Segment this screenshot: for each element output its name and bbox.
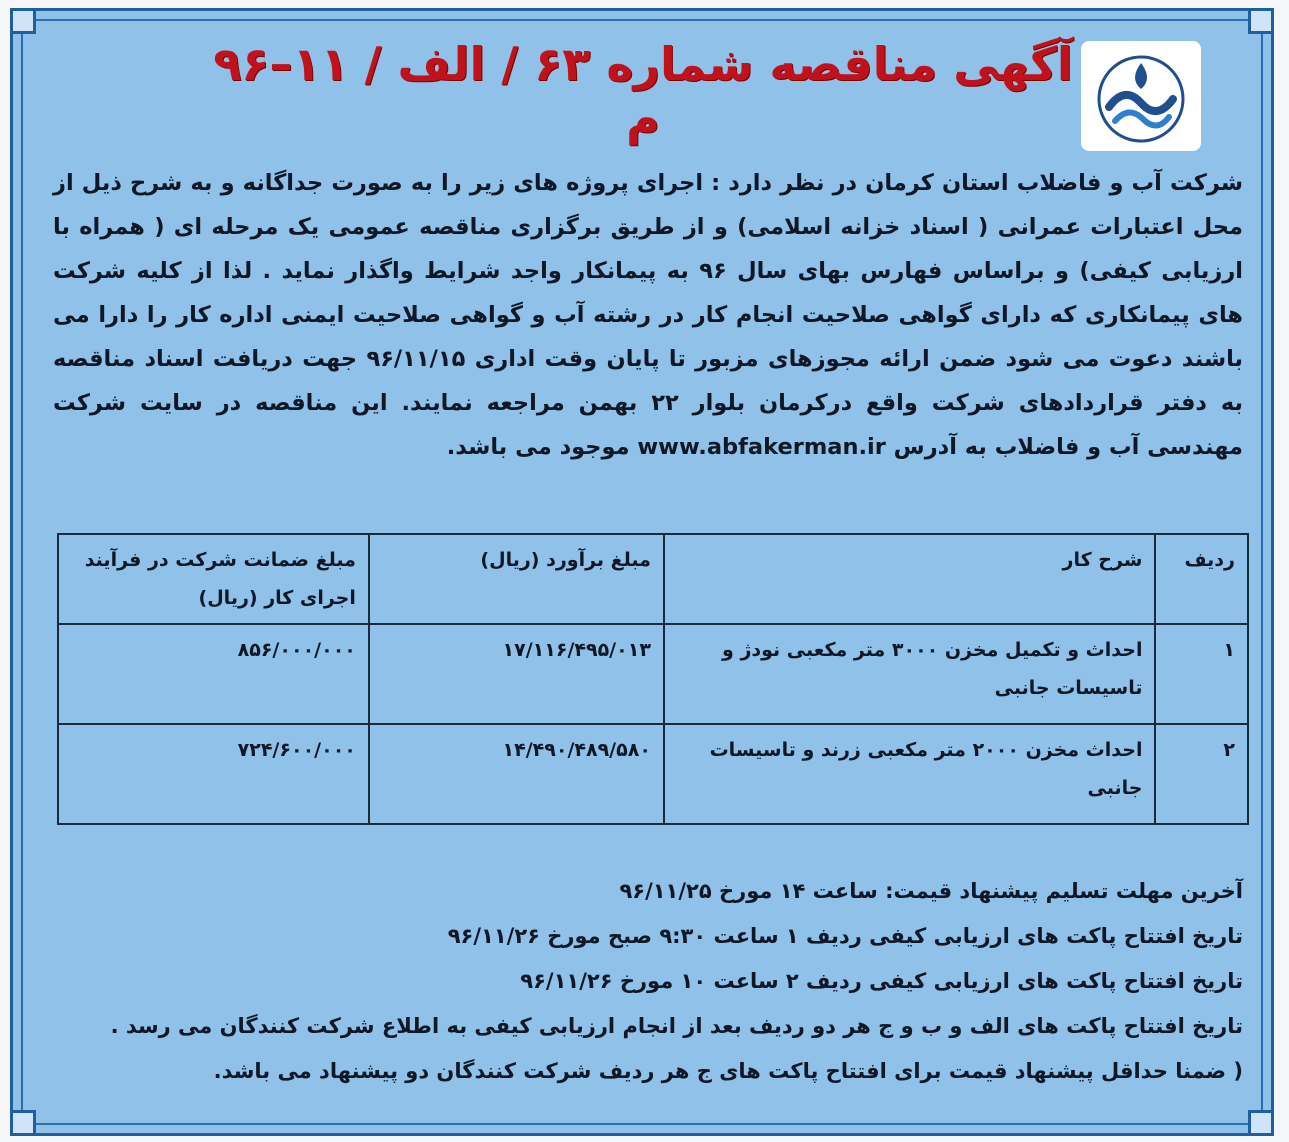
cell-guarantee: ۸۵۶/۰۰۰/۰۰۰ [58, 624, 369, 724]
header-description: شرح کار [664, 534, 1156, 624]
cell-guarantee: ۷۲۴/۶۰۰/۰۰۰ [58, 724, 369, 824]
website-url: www.abfakerman.ir [637, 434, 886, 460]
deadlines-section [53, 869, 1243, 1094]
intro-line: پیمانکاری که دارای گواهی صلاحیت انجام کار در رشته آب و گواهی صلاحیت ایمنی اداره کار را دارا می باشند [53, 302, 1243, 372]
intro-line: از محل اعتبارات عمرانی ( اسناد خزانه اسلامی) و از طریق برگزاری مناقصه عمومی یک مرحله ای ( همراه با [53, 170, 1243, 240]
deadline-line: تاریخ افتتاح پاکت های الف و ب و ج هر دو ردیف بعد از انجام ارزیابی کیفی به اطلاع شرکت کنندگان می رسد . [110, 1014, 1243, 1038]
corner-ornament [1248, 1110, 1274, 1136]
corner-ornament [10, 1110, 36, 1136]
deadline-line: تاریخ افتتاح پاکت های ارزیابی کیفی ردیف ۲ ساعت ۱۰ مورخ ۹۶/۱۱/۲۶ [520, 969, 1243, 993]
cell-row-number: ۲ [1155, 724, 1248, 824]
deadline-line: تاریخ افتتاح پاکت های ارزیابی کیفی ردیف ۱ ساعت ۹:۳۰ صبح مورخ ۹۶/۱۱/۲۶ [447, 924, 1243, 948]
cell-description: احداث مخزن ۲۰۰۰ متر مکعبی زرند و تاسیسات جانبی [664, 724, 1156, 824]
corner-ornament [10, 8, 36, 34]
intro-line: قراردادهای شرکت واقع درکرمان بلوار ۲۲ بهمن مراجعه نمایند. این مناقصه در سایت شرکت مهندسی آب و [53, 390, 1243, 460]
header-row-number: ردیف [1155, 534, 1248, 624]
header-estimate: مبلغ برآورد (ریال) [369, 534, 664, 624]
deadline-line: ( ضمنا حداقل پیشنهاد قیمت برای افتتاح پاکت های ج هر ردیف شرکت کنندگان دو پیشنهاد می باشد. [213, 1059, 1243, 1083]
tender-notice [10, 8, 1274, 1136]
page-title: آگهی مناقصه شماره ۶۳ / الف / ۱۱–۹۶ م [213, 37, 1073, 145]
cell-description: احداث و تکمیل مخزن ۳۰۰۰ متر مکعبی نودژ و تاسیسات جانبی [664, 624, 1156, 724]
tender-table [57, 533, 1249, 825]
table-row [58, 624, 1248, 724]
cell-estimate: ۱۴/۴۹۰/۴۸۹/۵۸۰ [369, 724, 664, 824]
water-drop-logo-icon [1081, 41, 1201, 151]
table-row [58, 724, 1248, 824]
intro-line: شرکت آب و فاضلاب استان کرمان در نظر دارد : اجرای پروژه های زیر را به صورت جداگانه و به شرح ذیل [81, 170, 1243, 196]
intro-line: فاضلاب به آدرس [893, 434, 1080, 460]
corner-ornament [1248, 8, 1274, 34]
header-guarantee: مبلغ ضمانت شرکت در فرآیند اجرای کار (ریال) [58, 534, 369, 624]
intro-paragraph [53, 161, 1243, 469]
table-header-row [58, 534, 1248, 624]
deadline-line: آخرین مهلت تسلیم پیشنهاد قیمت: ساعت ۱۴ مورخ ۹۶/۱۱/۲۵ [619, 879, 1243, 903]
cell-estimate: ۱۷/۱۱۶/۴۹۵/۰۱۳ [369, 624, 664, 724]
intro-line: دعوت می شود ضمن ارائه مجوزهای مزبور تا پایان وقت اداری ۹۶/۱۱/۱۵ جهت دریافت اسناد مناقصه به دفتر [53, 346, 1243, 416]
intro-line: ارزیابی کیفی) و براساس فهارس بهای سال ۹۶ به پیمانکار واجد شرایط واگذار نماید . لذا از کلیه شرکت های [53, 258, 1243, 328]
intro-line: موجود می باشد. [446, 434, 630, 460]
cell-row-number: ۱ [1155, 624, 1248, 724]
